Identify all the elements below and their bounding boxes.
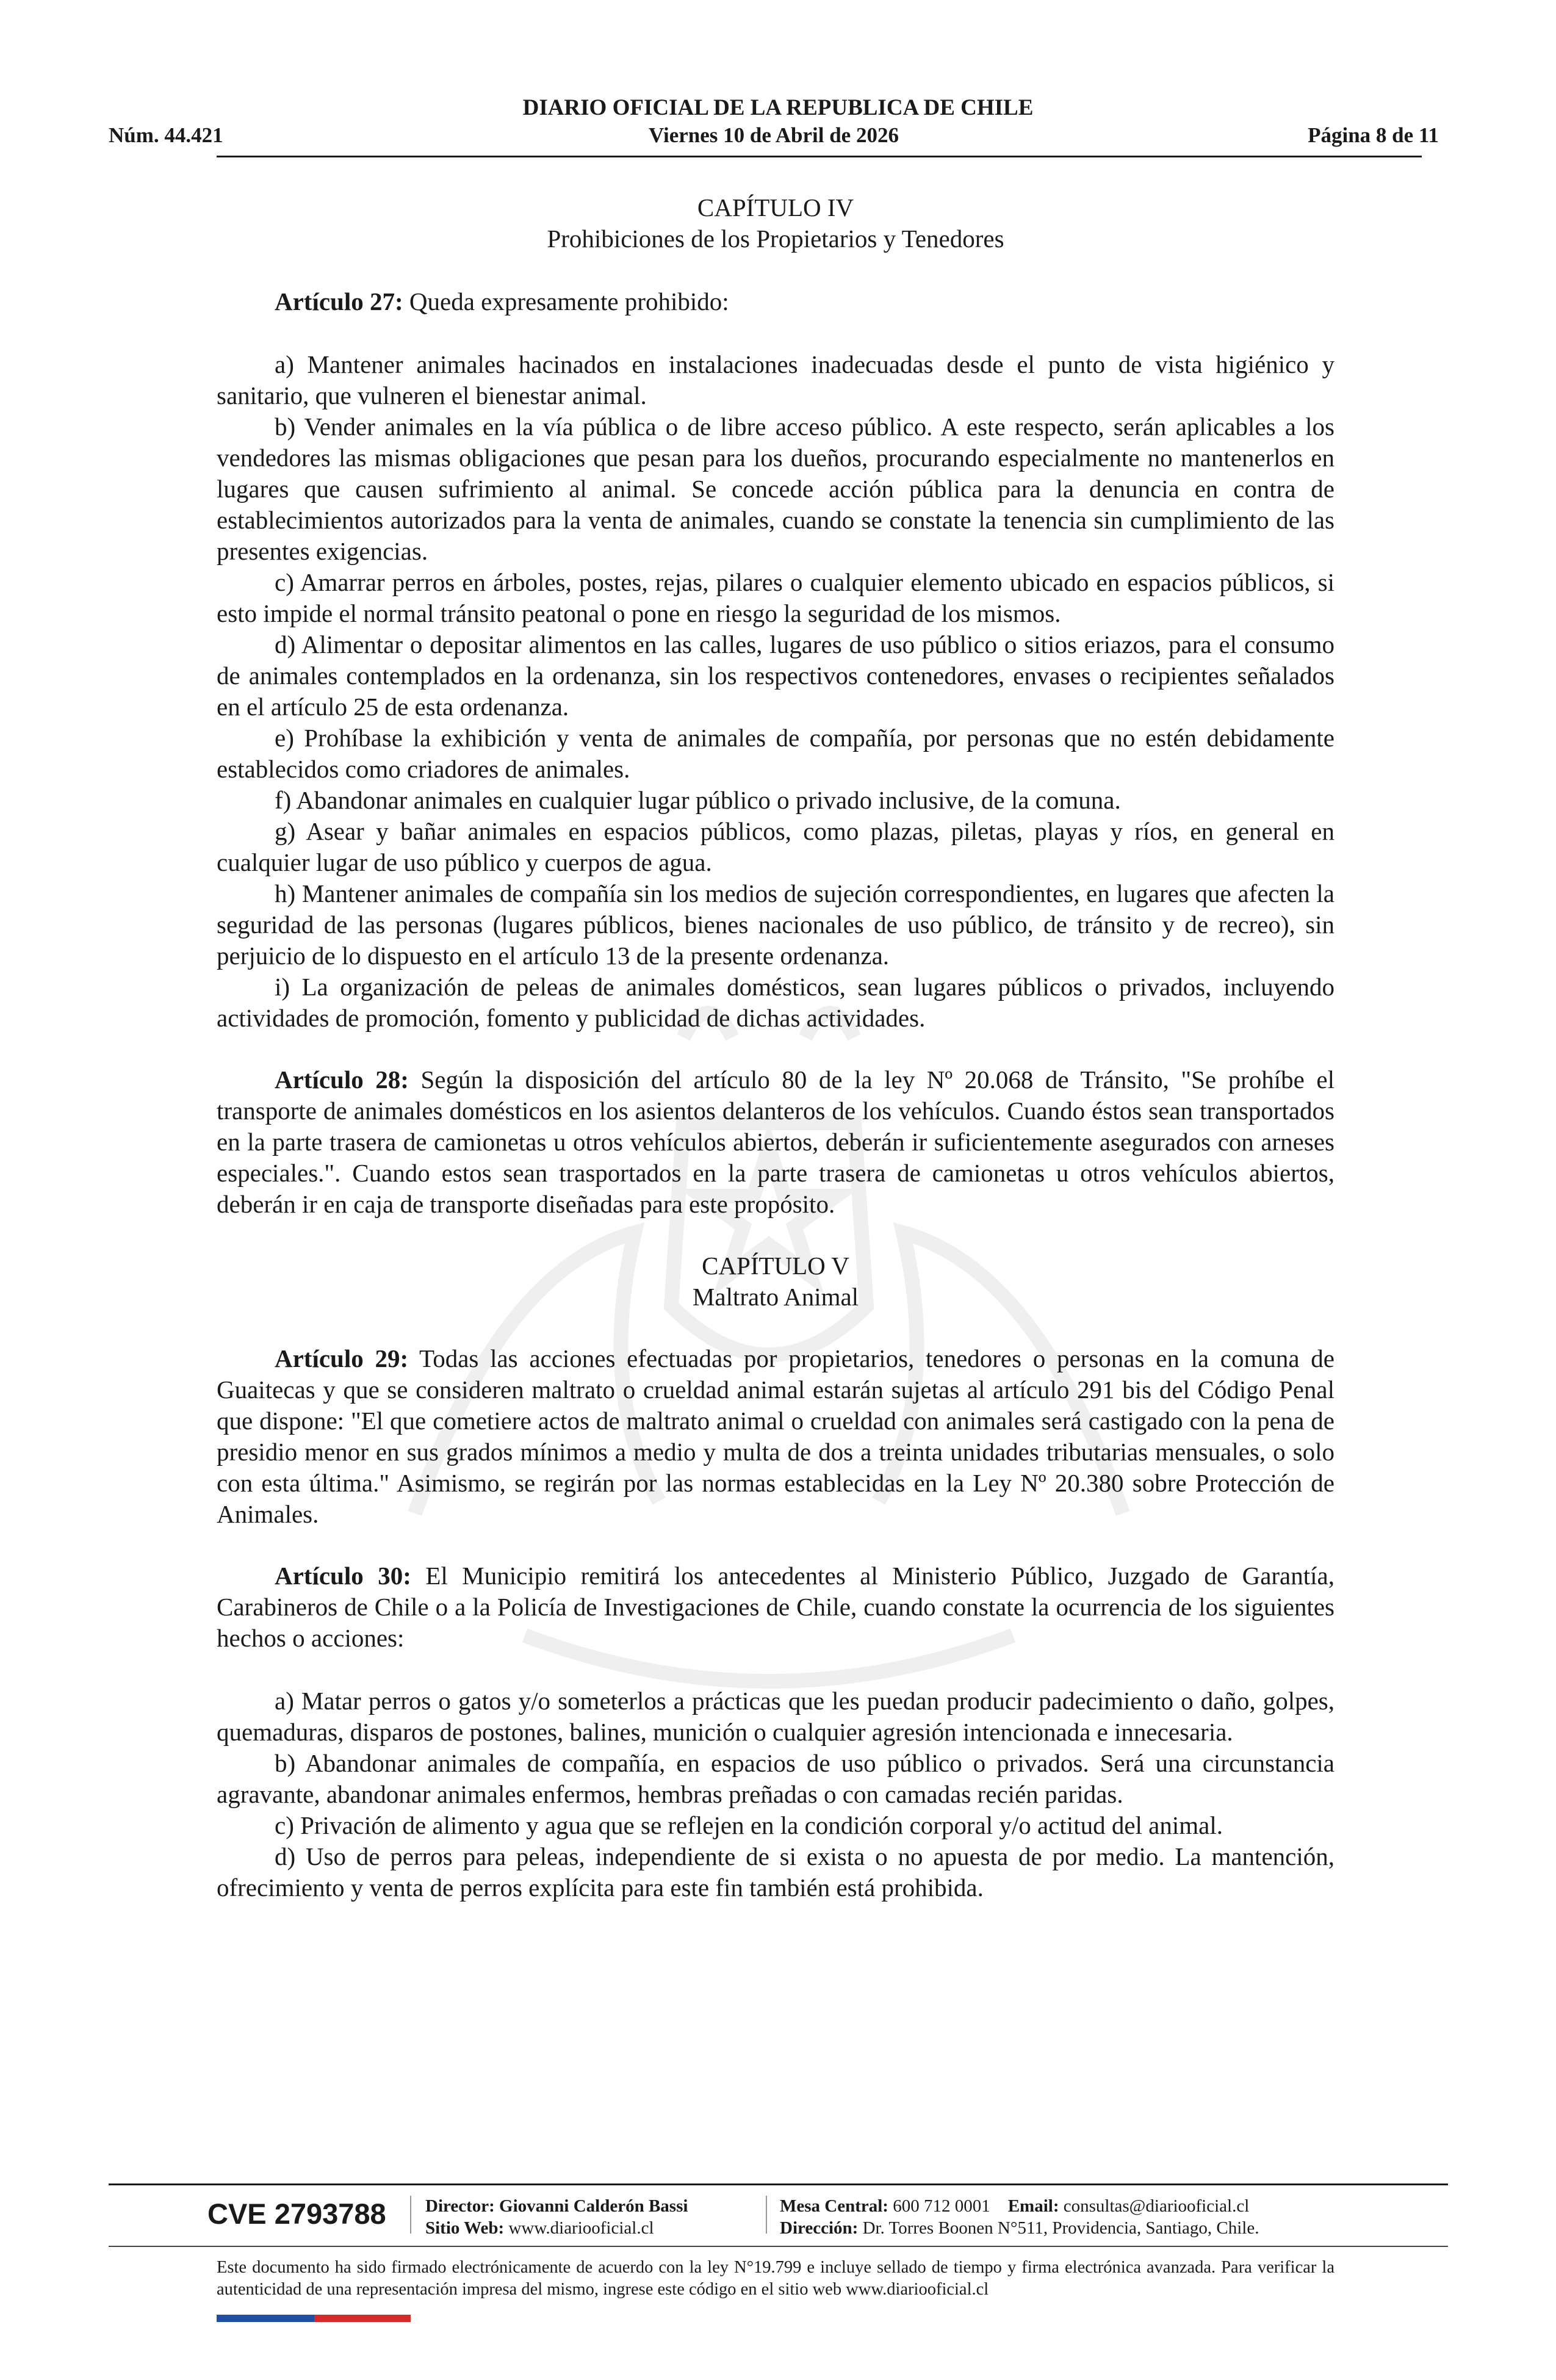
issue-number: Núm. 44.421 [109,123,223,147]
email-link[interactable]: consultas@diariooficial.cl [1063,2196,1250,2216]
article-30-item: b) Abandonar animales de compañía, en espacios de uso público o privados. Será una circunstancia agravante, abandonar animales enfermos, hembras preñadas o con camadas recién paridas. [217,1749,1334,1808]
director-name: Giovanni Calderón Bassi [499,2196,688,2216]
article-30-item: a) Matar perros o gatos y/o someterlos a prácticas que les puedan producir padecimiento o daño, golpes, quemaduras, disparos de postones, balines, munición o cualquier agresión intencionada e innecesaria. [217,1687,1334,1746]
footer-divider-top [109,2183,1448,2185]
article-29-label: Artículo 29: [275,1344,409,1372]
article-30-item: c) Privación de alimento y agua que se reflejen en la condición corporal y/o actitud del animal. [275,1811,1223,1839]
website-label: Sitio Web: [425,2218,505,2238]
article-27-item: g) Asear y bañar animales en espacios públicos, como plazas, piletas, playas y ríos, en general en cualquier lugar de uso público y cuerpos de agua. [217,817,1334,876]
flag-blue-segment [217,2315,314,2322]
article-30-label: Artículo 30: [275,1562,411,1590]
article-28-text: Según la disposición del artículo 80 de la ley Nº 20.068 de Tránsito, "Se prohíbe el transporte de animales domésticos en los asientos delanteros de los vehículos. Cuando éstos sean transportados en la parte trasera de camionetas u otros vehículos abiertos, deberán ir suficientemente asegurados con arneses especiales.". Cuando estos sean trasportados en la parte trasera de camionetas u otros vehículos abiertos, deberán ir en caja de transporte diseñadas para este propósito. [217,1066,1334,1218]
article-27-label: Artículo 27: [275,287,403,316]
article-27-item: c) Amarrar perros en árboles, postes, rejas, pilares o cualquier elemento ubicado en espacios públicos, si esto impide el normal tránsito peatonal o pone en riesgo la seguridad de los mismos. [217,568,1334,627]
article-28 [217,1064,1334,1220]
footer-contact-block [780,2195,1259,2239]
article-27-item: f) Abandonar animales en cualquier lugar público o privado inclusive, de la comuna. [275,786,1121,814]
footer-separator [766,2196,767,2234]
document-body [217,192,1334,1903]
page-indicator: Página 8 de 11 [1308,123,1439,147]
header-row [109,122,1439,150]
article-29-text: Todas las acciones efectuadas por propietarios, tenedores o personas en la comuna de Guaitecas y que se consideren maltrato o crueldad animal estarán sujetas al artículo 291 bis del Código Penal que dispone: "El que cometiere actos de maltrato animal o crueldad con animales será castigado con la pena de presidio menor en sus grados mínimos a medio y multa de dos a treinta unidades tributarias mensuales, o solo con esta última." Asimismo, se regirán por las normas establecidas en la Ley Nº 20.380 sobre Protección de Animales. [217,1344,1334,1528]
article-30-text: El Municipio remitirá los antecedentes al Ministerio Público, Juzgado de Garantía, Carabineros de Chile o a la Policía de Investigaciones de Chile, cuando constate la ocurrencia de los siguientes hechos o acciones: [217,1562,1334,1652]
footer-director-block [425,2195,688,2239]
signature-notice: Este documento ha sido firmado electrónicamente de acuerdo con la ley N°19.799 e incluye sellado de tiempo y firma electrónica avanzada. Para verificar la autenticidad de una representación impresa del mismo, ingrese este código en el sitio web www.diariooficial.cl [217,2258,1334,2299]
address-label: Dirección: [780,2218,859,2238]
chapter-v-subtitle: Maltrato Animal [692,1283,859,1311]
article-27-item: a) Mantener animales hacinados en instalaciones inadecuadas desde el punto de vista higiénico y sanitario, que vulneren el bienestar animal. [217,350,1334,409]
chapter-iv-heading [217,192,1334,254]
header-divider [217,156,1422,157]
article-30 [217,1560,1334,1654]
article-27-text: Queda expresamente prohibido: [403,287,729,316]
director-label: Director: [425,2196,495,2216]
article-27-item: b) Vender animales en la vía pública o de libre acceso público. A este respecto, serán aplicables a los vendedores las mismas obligaciones que pesan para los dueños, procurando especialmente no mantenerlos en lugares que causen sufrimiento al animal. Se concede acción pública para la denuncia en contra de establecimientos autorizados para la venta de animales, cuando se constate la tenencia sin cumplimiento de las presentes exigencias. [217,413,1334,565]
article-27-item: h) Mantener animales de compañía sin los medios de sujeción correspondientes, en lugares que afecten la seguridad de las personas (lugares públicos, bienes nacionales de uso público, de tránsito y de recreo), sin perjuicio de lo dispuesto en el artículo 13 de la presente ordenanza. [217,879,1334,970]
chapter-iv-subtitle: Prohibiciones de los Propietarios y Tenedores [547,225,1004,253]
mesa-phone: 600 712 0001 [893,2196,990,2216]
website-link[interactable]: www.diariooficial.cl [508,2218,654,2238]
flag-red-segment [314,2315,411,2322]
email-label: Email: [1007,2196,1059,2216]
address-value: Dr. Torres Boonen N°511, Providencia, Santiago, Chile. [862,2218,1259,2238]
article-30-item: d) Uso de perros para peleas, independiente de si exista o no apuesta de por medio. La mantención, ofrecimiento y venta de perros explícita para este fin también está prohibida. [217,1842,1334,1902]
chapter-iv-title: CAPÍTULO IV [697,193,854,222]
cve-code: CVE 2793788 [207,2198,386,2230]
chapter-v-title: CAPÍTULO V [702,1252,849,1280]
footer-separator [410,2196,411,2234]
footer-divider-mid [109,2246,1448,2247]
mesa-label: Mesa Central: [780,2196,888,2216]
article-28-label: Artículo 28: [275,1066,409,1094]
chapter-v-heading [217,1250,1334,1313]
article-27-item: i) La organización de peleas de animales domésticos, sean lugares públicos o privados, incluyendo actividades de promoción, fomento y publicidad de dichas actividades. [217,973,1334,1032]
article-29 [217,1343,1334,1530]
article-27-item: d) Alimentar o depositar alimentos en las calles, lugares de uso público o sitios eriazos, para el consumo de animales contemplados en la ordenanza, sin los respectivos contenedores, envases o recipientes señalados en el artículo 25 de esta ordenanza. [217,630,1334,721]
flag-stripe [217,2315,411,2322]
article-27-item: e) Prohíbase la exhibición y venta de animales de compañía, por personas que no estén debidamente establecidos como criadores de animales. [217,724,1334,783]
issue-date: Viernes 10 de Abril de 2026 [649,123,899,147]
article-27-intro [217,286,1334,317]
newspaper-title: DIARIO OFICIAL DE LA REPUBLICA DE CHILE [522,95,1034,120]
